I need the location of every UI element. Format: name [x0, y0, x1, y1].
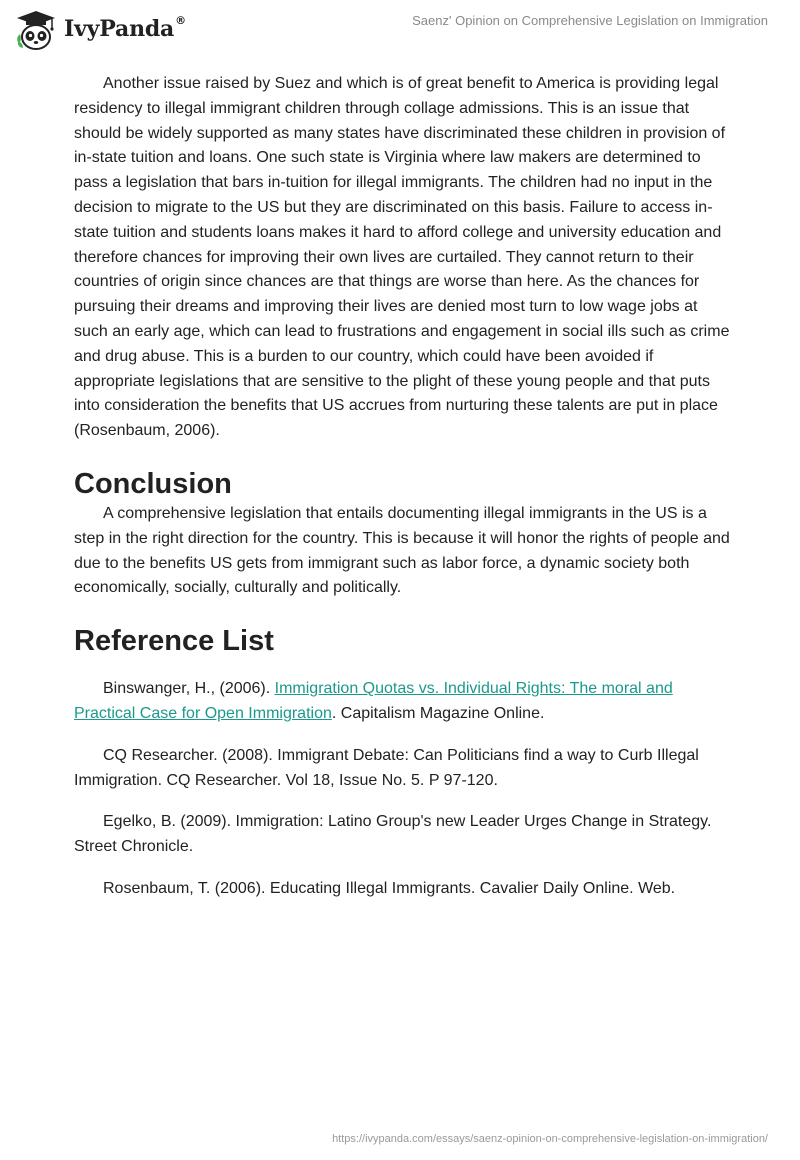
reference-link[interactable]: Immigration Quotas vs. Individual Rights: The moral and Practical Case for Open Immigration [74, 680, 673, 722]
reference-list-heading: Reference List [74, 625, 274, 658]
document-title: Saenz' Opinion on Comprehensive Legislation on Immigration [412, 13, 768, 28]
essay-content [74, 72, 734, 902]
reference-author: Binswanger, H., (2006). [103, 680, 275, 698]
registered-mark: ® [175, 14, 186, 27]
reference-source: . Capitalism Magazine Online. [331, 704, 545, 722]
reference-item [74, 677, 734, 727]
conclusion-paragraph: A comprehensive legislation that entails documenting illegal immigrants in the US is a step in the right direction for the country. This is because it will honor the rights of people and due to the benefits US gets from immigrant such as labor force, a dynamic society both economically, socially, culturally and politically. [74, 504, 730, 597]
brand-name[interactable] [64, 16, 186, 42]
page-header [0, 0, 800, 60]
reference-item: Egelko, B. (2009). Immigration: Latino Group's new Leader Urges Change in Strategy. Street Chronicle. [74, 813, 712, 856]
footer-url[interactable]: https://ivypanda.com/essays/saenz-opinion-on-comprehensive-legislation-on-immigration/ [332, 1133, 768, 1145]
panda-graduate-icon[interactable] [14, 8, 58, 52]
brand-text: IvyPanda [64, 16, 175, 42]
reference-item: Rosenbaum, T. (2006). Educating Illegal Immigrants. Cavalier Daily Online. Web. [103, 879, 676, 897]
reference-item: CQ Researcher. (2008). Immigrant Debate: Can Politicians find a way to Curb Illegal Immigration. CQ Researcher. Vol 18, Issue No. 5. P 97-120. [74, 746, 699, 789]
body-paragraph: Another issue raised by Suez and which is of great benefit to America is providing legal residency to illegal immigrant children through collage admissions. This is an issue that should be widely supported as many states have discriminated these children in provision of in-state tuition and loans. One such state is Virginia where law makers are determined to pass a legislation that bars in-tuition for illegal immigrants. The children had no input in the decision to migrate to the US but they are discriminated on this basis. Failure to access in-state tuition and students loans makes it hard to afford college and university education and therefore chances for improving their own lives are curtailed. They cannot return to their countries of origin since chances are that things are worse than here. As the chances for pursuing their dreams and improving their lives are denied most turn to low wage jobs at such an early age, which can lead to frustrations and engagement in social ills such as crime and drug abuse. This is a burden to our country, which could have been avoided if appropriate legislations that are sensitive to the plight of these young people and that puts into consideration the benefits that US accrues from nurturing these talents are put in place (Rosenbaum, 2006). [74, 75, 730, 440]
conclusion-heading: Conclusion [74, 467, 232, 500]
reference-list [74, 677, 734, 902]
